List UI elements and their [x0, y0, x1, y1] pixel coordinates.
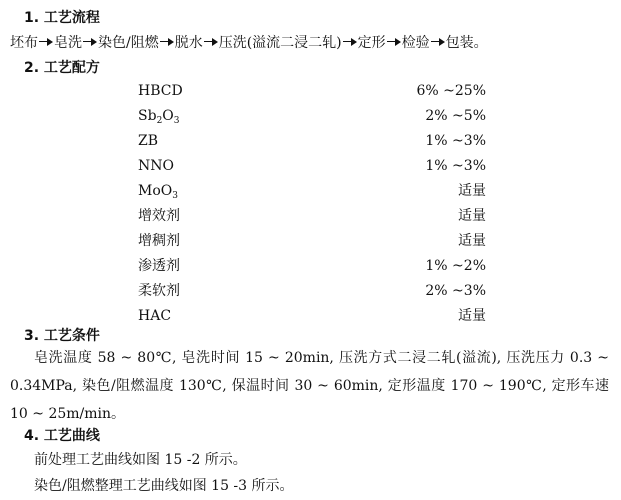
ingredient-amount: 1% ~2%: [425, 258, 486, 274]
ingredient-name: $Sb_2O_3$: [138, 108, 180, 126]
ingredient-amount: 适量: [458, 183, 486, 199]
ingredient-name: ZB: [138, 133, 159, 149]
process-conditions-text: 皂洗温度 58 ~ 80℃, 皂洗时间 15 ~ 20min, 压洗方式二浸二轧(溢流), 压洗压力 0.3 ~ 0.34MPa, 染色/阻燃温度 130℃, 保温时间 30 ~ 60min, 定形温度 170 ~ 190℃, 定形车速 10 ~ 25m/min。: [10, 350, 609, 422]
ingredient-amount: 1% ~3%: [425, 133, 486, 149]
right-arrow-icon: [343, 38, 357, 46]
right-arrow-icon: [83, 38, 97, 46]
section-heading-process-flow: 1. 工艺流程: [24, 10, 100, 26]
recipe-row: [0, 179, 621, 204]
recipe-table: [0, 79, 621, 329]
ingredient-name: HAC: [138, 308, 172, 324]
ingredient-name: MoO$_3$: [138, 183, 178, 201]
ingredient-amount: 适量: [458, 233, 486, 249]
section-heading-curves: 4. 工艺曲线: [24, 428, 100, 444]
right-arrow-icon: [160, 38, 174, 46]
flow-step: 染色/阻燃: [98, 35, 159, 51]
curve-caption-dyeing: 染色/阻燃整理工艺曲线如图 15 -3 所示。: [34, 478, 294, 494]
recipe-row: [0, 154, 621, 179]
flow-step: 定形: [357, 35, 386, 51]
right-arrow-icon: [204, 38, 218, 46]
recipe-row: [0, 204, 621, 229]
flow-step: 皂洗: [54, 35, 82, 51]
recipe-row: [0, 279, 621, 304]
ingredient-name: 柔软剂: [138, 283, 180, 299]
ingredient-amount: 2% ~3%: [425, 283, 486, 299]
ingredient-name: 渗透剂: [138, 258, 180, 274]
recipe-row: [0, 254, 621, 279]
ingredient-name: HBCD: [138, 83, 183, 99]
section-heading-conditions: 3. 工艺条件: [24, 328, 100, 344]
flow-step: 脱水: [174, 35, 203, 51]
recipe-row: [0, 229, 621, 254]
ingredient-amount: 6% ~25%: [416, 83, 486, 99]
right-arrow-icon: [431, 38, 445, 46]
flow-step: 检验: [401, 35, 430, 51]
recipe-row: [0, 304, 621, 329]
recipe-row: [0, 104, 621, 129]
ingredient-amount: 适量: [458, 208, 486, 224]
recipe-row: [0, 79, 621, 104]
ingredient-name: 增稠剂: [138, 233, 180, 249]
flow-step: 包装。: [445, 35, 488, 51]
ingredient-amount: 1% ~3%: [425, 158, 486, 174]
process-flow-line: [10, 32, 488, 52]
right-arrow-icon: [39, 38, 53, 46]
ingredient-amount: 2% ~5%: [425, 108, 486, 124]
right-arrow-icon: [387, 38, 401, 46]
curve-caption-pretreatment: 前处理工艺曲线如图 15 -2 所示。: [34, 452, 247, 468]
ingredient-name: NNO: [138, 158, 174, 174]
section-heading-recipe: 2. 工艺配方: [24, 60, 100, 76]
recipe-row: [0, 129, 621, 154]
flow-step: 压洗(溢流二浸二轧): [218, 35, 342, 51]
ingredient-amount: 适量: [458, 308, 486, 324]
flow-step: 坯布: [10, 35, 38, 51]
ingredient-name: 增效剂: [138, 208, 180, 224]
